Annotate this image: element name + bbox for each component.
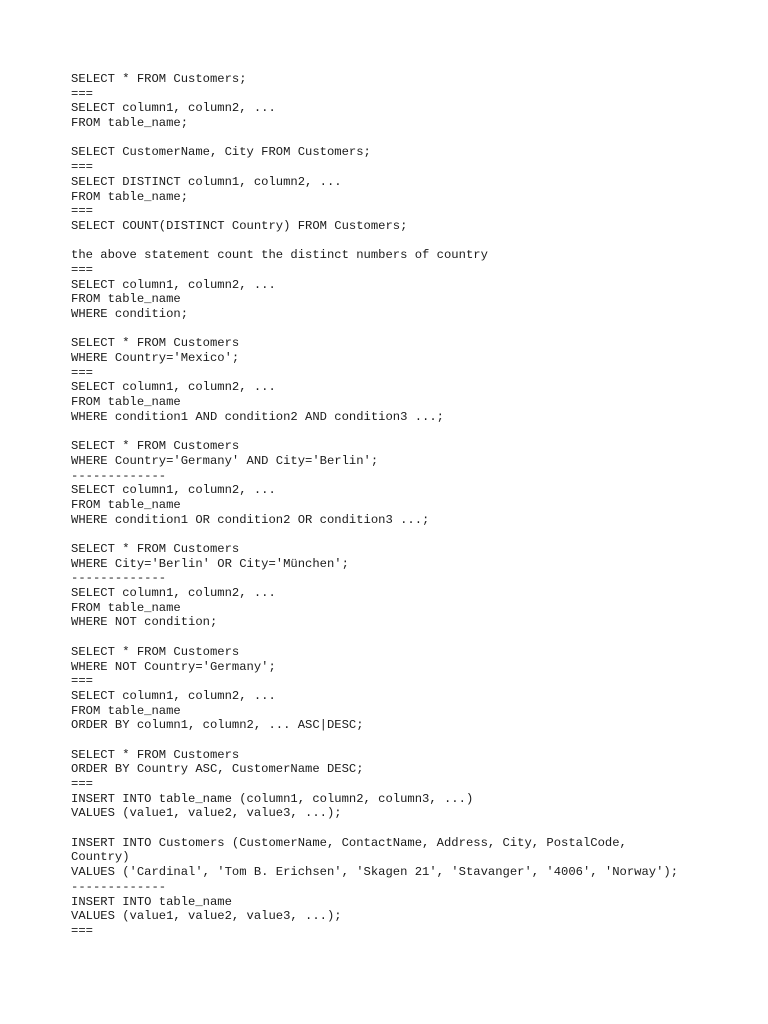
text-line: WHERE condition; — [71, 307, 189, 321]
text-line: WHERE Country='Mexico'; — [71, 351, 240, 366]
blank-line — [71, 630, 751, 645]
text-line: === — [71, 365, 93, 380]
text-line: WHERE City='Berlin' OR City='München'; — [71, 556, 349, 571]
document-page — [71, 72, 751, 939]
text-line: INSERT INTO Customers (CustomerName, ContactName, Address, City, PostalCode, — [71, 835, 627, 850]
text-line: === — [71, 86, 93, 101]
text-line: === — [71, 160, 93, 175]
text-line: SELECT * FROM Customers; — [71, 72, 247, 86]
text-line: VALUES ('Cardinal', 'Tom B. Erichsen', 'Skagen 21', 'Stavanger', '4006', 'Norway'); — [71, 865, 679, 880]
text-line: SELECT column1, column2, ... — [71, 101, 276, 116]
text-line: SELECT COUNT(DISTINCT Country) FROM Customers; — [71, 218, 408, 233]
text-line: WHERE condition1 OR condition2 OR condition3 ...; — [71, 512, 430, 527]
text-line: ------------- — [71, 879, 167, 894]
text-line: SELECT column1, column2, ... — [71, 483, 276, 498]
text-line: === — [71, 674, 93, 689]
text-line: VALUES (value1, value2, value3, ...); — [71, 909, 342, 924]
text-line: WHERE NOT Country='Germany'; — [71, 659, 276, 674]
blank-line — [71, 527, 751, 542]
text-line: ORDER BY column1, column2, ... ASC|DESC; — [71, 718, 364, 733]
text-line: SELECT column1, column2, ... — [71, 688, 276, 703]
text-line: SELECT CustomerName, City FROM Customers; — [71, 145, 371, 160]
text-line: ORDER BY Country ASC, CustomerName DESC; — [71, 762, 364, 777]
text-line: FROM table_name; — [71, 189, 189, 204]
text-line: INSERT INTO table_name (column1, column2, column3, ...) — [71, 791, 474, 806]
text-line: SELECT column1, column2, ... — [71, 380, 276, 395]
blank-line — [71, 425, 751, 440]
text-line: FROM table_name — [71, 395, 181, 410]
text-line: FROM table_name; — [71, 116, 189, 131]
text-line: WHERE condition1 AND condition2 AND condition3 ...; — [71, 409, 444, 424]
text-line: WHERE NOT condition; — [71, 615, 218, 630]
text-line: FROM table_name — [71, 292, 181, 307]
text-line: VALUES (value1, value2, value3, ...); — [71, 806, 342, 821]
text-line: the above statement count the distinct numbers of country — [71, 248, 488, 263]
text-line: FROM table_name — [71, 703, 181, 718]
text-line: === — [71, 262, 93, 277]
text-line: === — [71, 923, 93, 938]
text-line: SELECT DISTINCT column1, column2, ... — [71, 174, 342, 189]
text-line: SELECT * FROM Customers — [71, 747, 240, 762]
text-line: SELECT column1, column2, ... — [71, 277, 276, 292]
blank-line — [71, 234, 751, 249]
blank-line — [71, 131, 751, 146]
blank-line — [71, 733, 751, 748]
text-line: SELECT column1, column2, ... — [71, 586, 276, 601]
text-line: FROM table_name — [71, 497, 181, 512]
text-line: === — [71, 777, 93, 791]
text-line: === — [71, 204, 93, 219]
text-line: ------------- — [71, 571, 167, 586]
text-line: SELECT * FROM Customers — [71, 336, 240, 351]
text-line: ------------- — [71, 468, 167, 483]
text-line: Country) — [71, 850, 130, 865]
text-line: SELECT * FROM Customers — [71, 542, 240, 556]
text-line: SELECT * FROM Customers — [71, 644, 240, 659]
text-line: FROM table_name — [71, 600, 181, 615]
blank-line — [71, 821, 751, 836]
text-line: SELECT * FROM Customers — [71, 439, 240, 454]
blank-line — [71, 322, 751, 337]
text-line: INSERT INTO table_name — [71, 894, 232, 909]
text-line: WHERE Country='Germany' AND City='Berlin'; — [71, 453, 379, 468]
